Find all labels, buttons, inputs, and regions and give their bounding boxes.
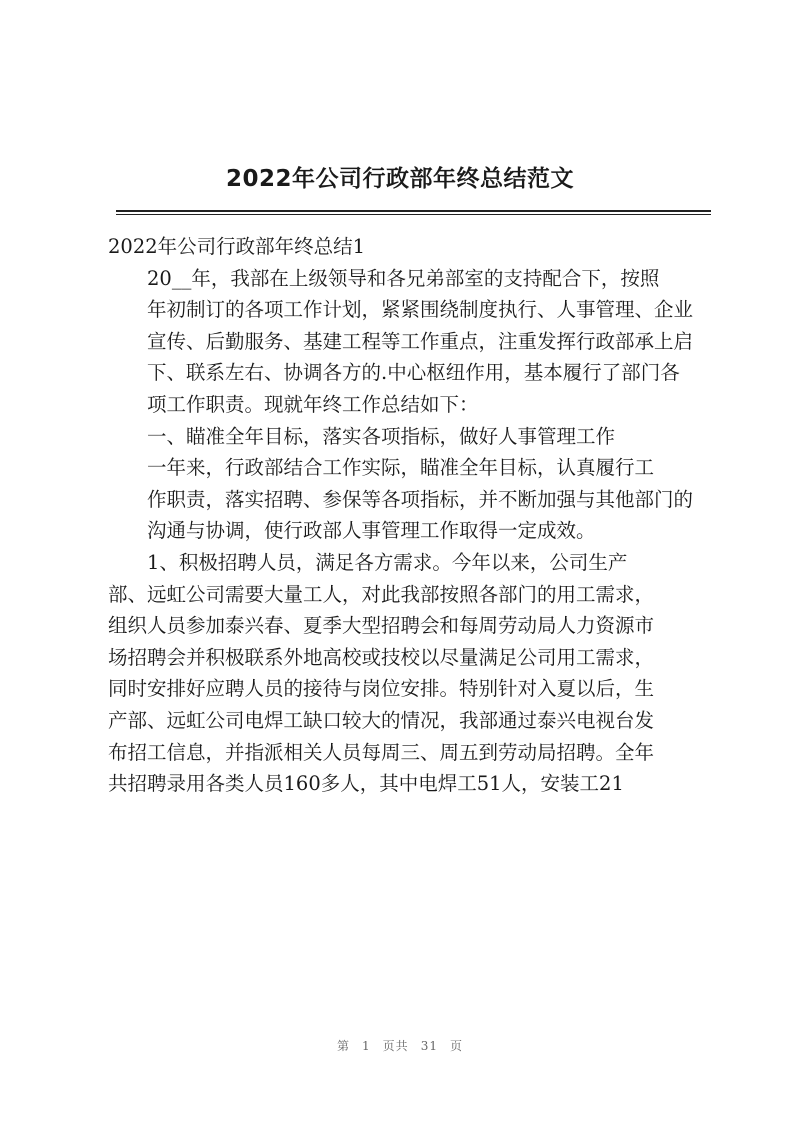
paragraph-line: 部、远虹公司需要大量工人，对此我部按照各部门的用工需求， — [108, 582, 655, 606]
paragraph-line: 年初制订的各项工作计划，紧紧围绕制度执行、人事管理、企业 — [147, 298, 694, 322]
section-heading — [108, 421, 713, 453]
document-body — [108, 231, 713, 800]
title-divider-thick — [116, 210, 711, 212]
footer-prefix: 第 — [337, 1039, 351, 1053]
paragraph-line: 布招工信息，并指派相关人员每周三、周五到劳动局招聘。全年 — [108, 740, 655, 764]
footer-middle: 页共 — [382, 1039, 409, 1053]
paragraph-line: 同时安排好应聘人员的接待与岗位安排。特别针对入夏以后，生 — [108, 677, 655, 701]
footer-suffix: 页 — [449, 1039, 463, 1053]
paragraph-line: 共招聘录用各类人员160多人，其中电焊工51人，安装工21 — [108, 772, 624, 796]
paragraph-line: 沟通与协调，使行政部人事管理工作取得一定成效。 — [147, 519, 596, 543]
paragraph-line: 产部、远虹公司电焊工缺口较大的情况，我部通过泰兴电视台发 — [108, 708, 655, 732]
paragraph-line: 20__年，我部在上级领导和各兄弟部室的支持配合下，按照 — [147, 266, 660, 290]
page-footer — [0, 1037, 800, 1054]
paragraph-line: 宣传、后勤服务、基建工程等工作重点，注重发挥行政部承上启 — [147, 329, 694, 353]
section-subtitle: 2022年公司行政部年终总结1 — [108, 235, 366, 258]
total-pages: 31 — [420, 1039, 438, 1053]
paragraph-line: 组织人员参加泰兴春、夏季大型招聘会和每周劳动局人力资源市 — [108, 614, 655, 638]
paragraph — [108, 452, 713, 547]
paragraph-line: 场招聘会并积极联系外地高校或技校以尽量满足公司用工需求， — [108, 645, 655, 669]
paragraph-line: 下、联系左右、协调各方的.中心枢纽作用，基本履行了部门各 — [147, 361, 680, 385]
title-divider-thin — [116, 214, 711, 215]
paragraph-line: 一年来，行政部结合工作实际，瞄准全年目标，认真履行工 — [147, 456, 655, 480]
paragraph-line: 一、瞄准全年目标，落实各项指标，做好人事管理工作 — [147, 424, 616, 448]
paragraph — [108, 263, 713, 421]
paragraph-line: 项工作职责。现就年终工作总结如下： — [147, 392, 479, 416]
paragraph-line: 作职责，落实招聘、参保等各项指标，并不断加强与其他部门的 — [147, 487, 694, 511]
page-number: 1 — [362, 1039, 371, 1053]
paragraph-line: 1、积极招聘人员，满足各方需求。今年以来，公司生产 — [147, 550, 628, 574]
document-title: 2022年公司行政部年终总结范文 — [225, 166, 574, 192]
paragraph — [108, 547, 713, 800]
